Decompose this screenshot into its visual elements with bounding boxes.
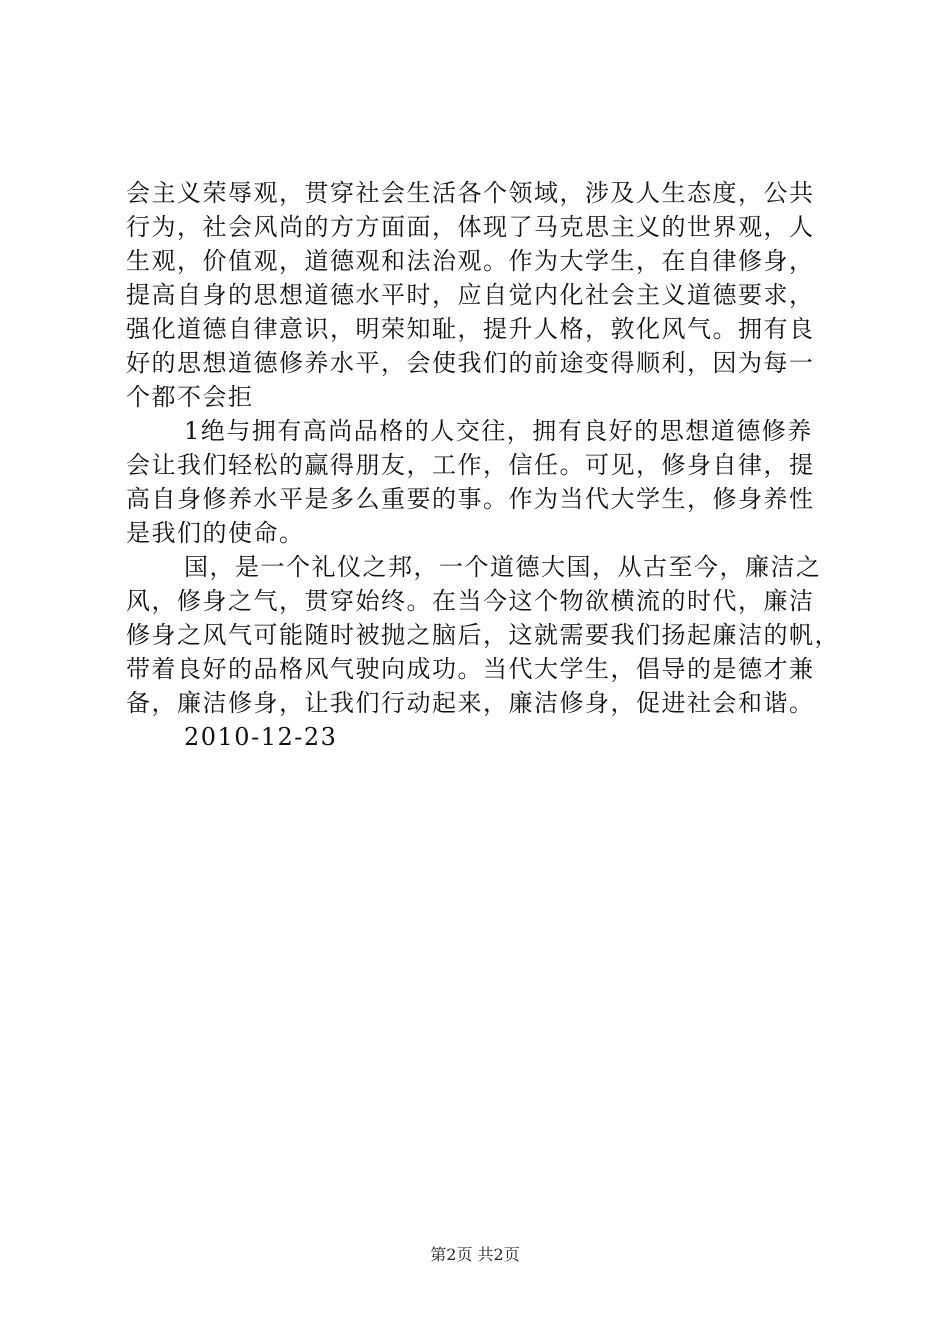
text-line: 会主义荣辱观，贯穿社会生活各个领域，涉及人生态度，公共 [126, 179, 815, 207]
text-line: 提高自身的思想道德水平时，应自觉内化社会主义道德要求， [126, 281, 815, 309]
paragraph-start-line: 1绝与拥有高尚品格的人交往，拥有良好的思想道德修养 [184, 417, 813, 445]
text-line: 风，修身之气，贯穿始终。在当今这个物欲横流的时代，廉洁 [126, 587, 815, 615]
text-line: 是我们的使命。 [126, 519, 305, 547]
text-line: 个都不会拒 [126, 383, 254, 411]
text-line: 修身之风气可能随时被抛之脑后，这就需要我们扬起廉洁的帆， [126, 621, 840, 649]
paragraph-start-line: 国，是一个礼仪之邦，一个道德大国，从古至今，廉洁之 [184, 553, 822, 581]
document-date: 2010-12-23 [184, 723, 338, 751]
text-line: 备，廉洁修身，让我们行动起来，廉洁修身，促进社会和谐。 [126, 689, 815, 717]
text-line: 高自身修养水平是多么重要的事。作为当代大学生，修身养性 [126, 485, 815, 513]
text-line: 行为，社会风尚的方方面面，体现了马克思主义的世界观，人 [126, 213, 815, 241]
text-line: 强化道德自律意识，明荣知耻，提升人格，敦化风气。拥有良 [126, 315, 815, 343]
text-line: 会让我们轻松的赢得朋友，工作，信任。可见，修身自律，提 [126, 451, 815, 479]
text-line: 生观，价值观，道德观和法治观。作为大学生，在自律修身， [126, 247, 815, 275]
page-footer [0, 1244, 950, 1266]
page-number-label: 第2页 共2页 [430, 1245, 520, 1264]
text-line: 好的思想道德修养水平，会使我们的前途变得顺利，因为每一 [126, 349, 815, 377]
text-line: 带着良好的品格风气驶向成功。当代大学生，倡导的是德才兼 [126, 655, 815, 683]
